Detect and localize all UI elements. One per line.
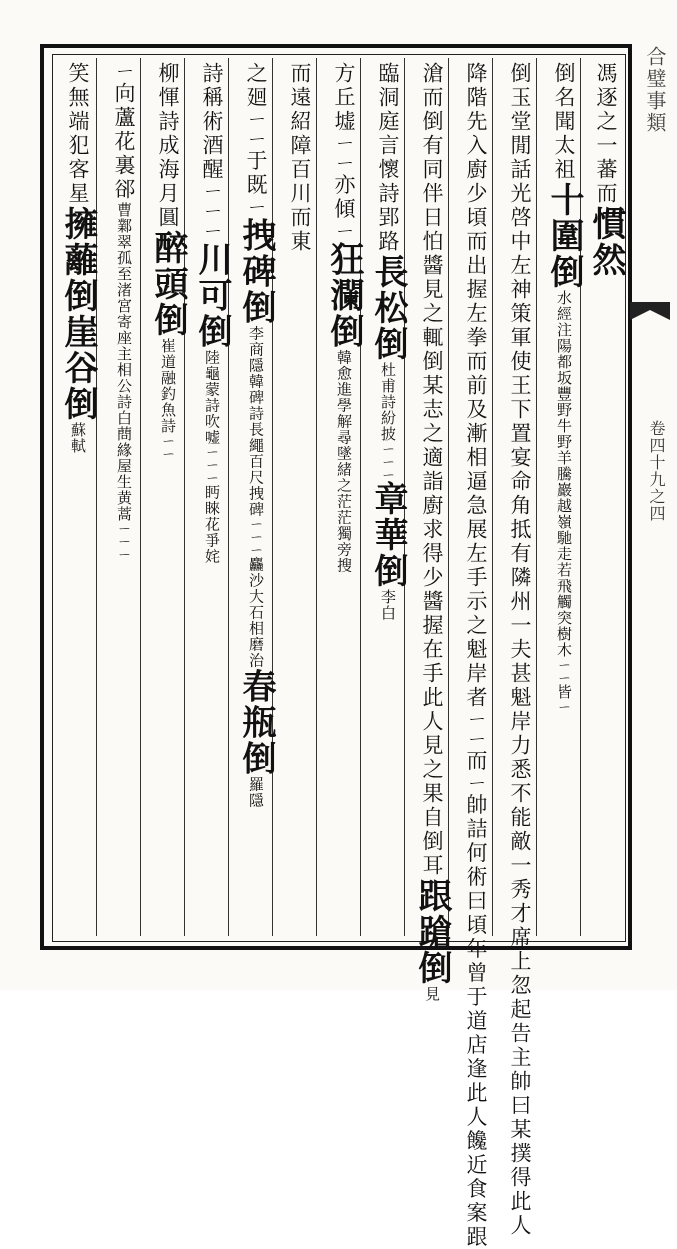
note-text: 李白 — [379, 589, 397, 621]
heading-word: 拽碑倒 — [236, 217, 276, 326]
note-text: 水經注陽都坂豐野牛野羊騰巖越嶺馳走若飛觸突樹木ㄧㄧ皆ㄧ — [555, 290, 573, 713]
note-text: 羅隱 — [247, 776, 265, 809]
column-text: 降階先入廚少頃而出握左拳而前及漸相逼急展左手示之魁岸者ㄧㄧ而ㄧ帥詰何術曰頃年曾于道店逢此人饞近食案跟 — [464, 62, 488, 1249]
column-text: 柳惲詩成海月圓 — [156, 62, 180, 230]
note-text: 杜甫詩紛披ㄧㄧㄧ — [379, 362, 397, 481]
column-text: 滄而倒有同伴日怕醬見之輒倒某志之適詣廚求得少醬握在手此人見之果自倒耳 — [420, 62, 444, 878]
page-margin-title: 合璧事類 — [643, 46, 667, 134]
volume-label: 卷四十九之四 — [647, 420, 666, 522]
note-text: 韓愈進學解尋墜緒之茫茫獨旁搜 — [335, 349, 353, 574]
text-column-5 — [412, 62, 452, 1002]
text-column-3 — [504, 62, 536, 1238]
column-text: 而遠紹障百川而東 — [288, 62, 312, 254]
text-column-7 — [324, 62, 364, 932]
text-column-12 — [108, 62, 140, 932]
column-text: 方丘墟ㄧㄧ亦傾ㄧ — [332, 62, 356, 242]
column-text: 詩稱術酒醒ㄧㄧㄧ — [200, 62, 224, 242]
heading-word: 慣然 — [586, 206, 626, 278]
heading-word: 跟蹌倒 — [412, 878, 452, 986]
column-rule — [316, 58, 317, 936]
column-text: ㄧ向蘆花裏郤 — [112, 62, 136, 202]
note-text: 見 — [423, 986, 441, 1002]
column-text: 之廻ㄧㄧ于既ㄧ — [244, 62, 268, 218]
column-rule — [360, 58, 361, 936]
column-rule — [272, 58, 273, 936]
column-text: 馮逐之一蕃而 — [594, 62, 618, 206]
column-rule — [448, 58, 449, 936]
note-text: 蘇軾 — [69, 422, 87, 454]
text-column-4 — [460, 62, 492, 1249]
text-column-1 — [586, 62, 626, 932]
text-column-2 — [544, 62, 584, 932]
column-text: 臨洞庭言懷詩郢路 — [376, 62, 400, 254]
column-text: 倒名聞太祖 — [552, 62, 576, 182]
text-column-10 — [192, 62, 232, 932]
fishtail-mark — [628, 300, 672, 322]
text-column-8 — [284, 62, 316, 932]
text-column-11 — [148, 62, 188, 932]
heading-word: 春瓶倒 — [236, 668, 276, 777]
heading-word: 崖谷倒 — [58, 314, 98, 422]
heading-word: 醉頭倒 — [148, 230, 188, 338]
column-rule — [184, 58, 185, 936]
heading-word: 狂瀾倒 — [324, 241, 364, 350]
column-rule — [536, 58, 537, 936]
column-rule — [228, 58, 229, 936]
column-text: 倒玉堂閒話光啓中左神策軍使王下置宴命角抵有隣州一夫甚魁岸力悉不能敵一秀才席上忽起告主帥曰某撲得此人 — [508, 62, 532, 1238]
heading-word: 長松倒 — [368, 254, 408, 362]
note-text: 曹鄴翠孤至渚宮寄座主相公詩白蔄緣屋生黄蒿ㄧㄧㄧ — [115, 201, 133, 561]
text-column-9 — [236, 62, 276, 932]
text-column-6 — [368, 62, 408, 932]
note-text: 李商隱韓碑詩長繩百尺拽碑ㄧㄧㄧ麤沙大石相磨治 — [247, 325, 265, 669]
column-text: 笑無端犯客星 — [66, 62, 90, 206]
heading-word: 十圍倒 — [544, 182, 584, 290]
note-text: 崔道融釣魚詩ㄧㄧ — [159, 338, 177, 460]
heading-word: 川可倒 — [192, 241, 232, 350]
heading-word: 章華倒 — [368, 481, 408, 589]
column-rule — [140, 58, 141, 936]
column-rule — [492, 58, 493, 936]
text-column-13 — [58, 62, 98, 932]
column-rule — [96, 58, 97, 936]
heading-word: 擁蘺倒 — [58, 206, 98, 314]
note-text: 陸龜蒙詩吹嘘ㄧㄧㄧ眄睞花爭姹 — [203, 349, 221, 565]
